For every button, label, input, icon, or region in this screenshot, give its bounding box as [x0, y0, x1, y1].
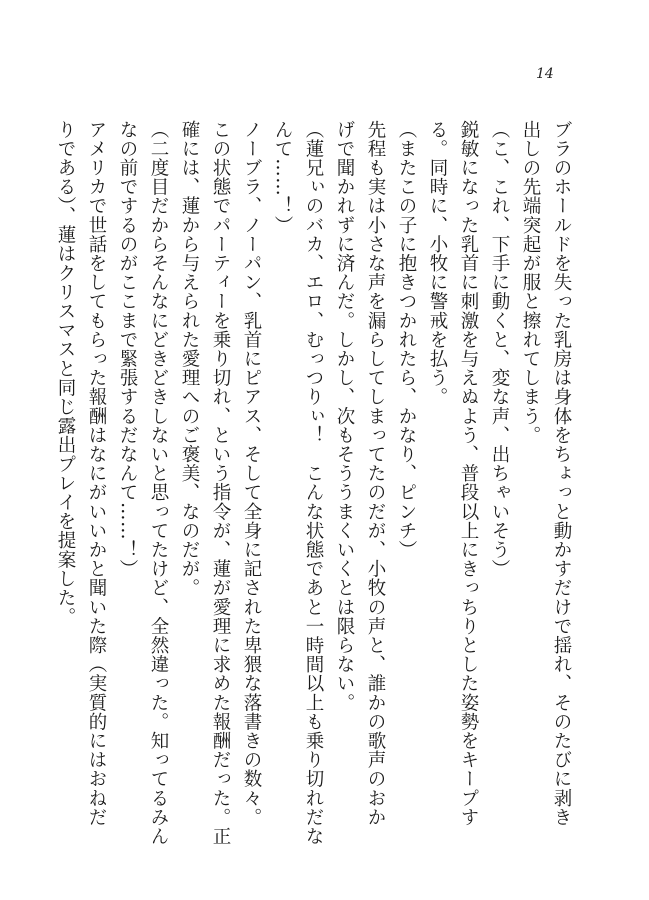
- text-line: なの前でするのがここまで緊張するだなんて……！）: [117, 120, 138, 579]
- text-line: （こ、これ、下手に動くと、変な声、出ちゃいそう）: [489, 120, 510, 579]
- text-line: 先程も実は小さな声を漏らしてしまってたのだが、小牧の声と、誰かの歌声のおか: [365, 120, 386, 827]
- text-line: この状態でパーティーを乗り切れ、という指令が、蓮が愛理に求めた報酬だった。正: [210, 120, 231, 846]
- text-line: げで聞かれずに済んだ。しかし、次もそううまくいくとは限らない。: [334, 120, 355, 713]
- text-line: アメリカで世話をしてもらった報酬はなにがいいかと聞いた際（実質的にはおねだ: [86, 120, 107, 827]
- body-text: [50, 120, 577, 846]
- text-line: 出しの先端突起が服と擦れてしまう。: [520, 120, 541, 445]
- text-line: （二度目だからそんなにどきどきしないと思ってたけど、全然違った。知ってるみん: [148, 120, 169, 846]
- text-line: んて……！）: [272, 120, 293, 235]
- text-line: （蓮兄ぃのバカ、エロ、むっつりぃ！ こんな状態であと一時間以上も乗り切れだな: [303, 120, 324, 846]
- text-line: ブラのホールドを失った乳房は身体をちょっと動かすだけで揺れ、そのたびに剥き: [551, 120, 572, 827]
- text-line: りである）、蓮はクリスマスと同じ露出プレイを提案した。: [55, 120, 76, 627]
- page-number: 14: [536, 66, 554, 82]
- text-line: ノーブラ、ノーパン、乳首にピアス、そして全身に記された卑猥な落書きの数々。: [241, 120, 262, 827]
- text-line: （またこの子に抱きつかれたら、かなり、ピンチ）: [396, 120, 417, 560]
- text-line: 確には、蓮から与えられた愛理へのご褒美、なのだが。: [179, 120, 200, 598]
- text-line: 鋭敏になった乳首に刺激を与えぬよう、普段以上にきっちりとした姿勢をキープす: [458, 120, 479, 827]
- text-line: る。同時に、小牧に警戒を払う。: [427, 120, 448, 407]
